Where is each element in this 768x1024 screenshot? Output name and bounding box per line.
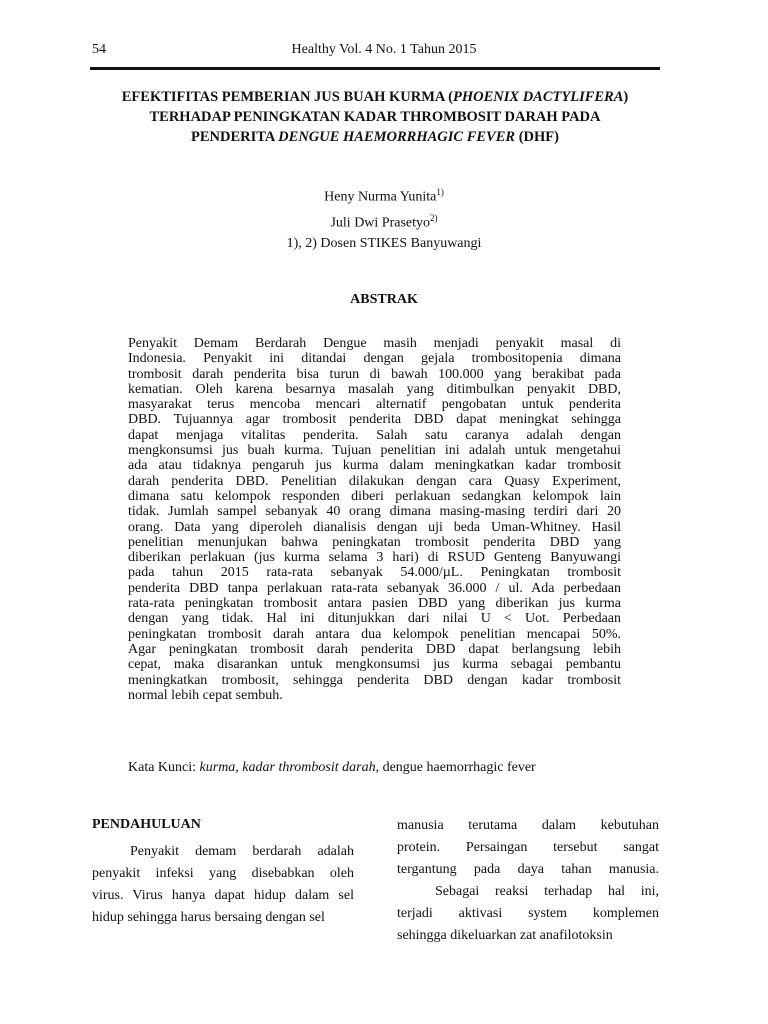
abstract-line: normal lebih cepat sembuh. — [128, 687, 283, 703]
author-1-name: Heny Nurma Yunita — [324, 189, 437, 205]
keywords — [128, 760, 536, 776]
body-text-line: penyakit infeksi yang disebabkan oleh — [92, 866, 354, 881]
body-text-line: protein. Persaingan tersebut sangat — [397, 840, 659, 855]
body-text-line: Penyakit demam berdarah adalah — [130, 844, 354, 859]
body-column-left — [92, 815, 354, 929]
running-header: Healthy Vol. 4 No. 1 Tahun 2015 — [291, 42, 477, 57]
abstract-line: penderita DBD tanpa perlakuan rata-rata sebanyak 36.000 / ul. Ada perbedaan — [128, 580, 621, 596]
abstract-heading: ABSTRAK — [350, 292, 418, 307]
abstract-line: dimana satu kelompok responden diberi perlakuan sedangkan kelompok lain — [128, 488, 621, 504]
abstract-line: masyarakat terus mencoba mencari alternatif pengobatan untuk penderita — [128, 397, 621, 413]
title-line-1-part-c: ) — [623, 89, 629, 105]
header-rule — [90, 67, 660, 70]
abstract-line: pada tahun 2015 rata-rata sebanyak 54.000/µL. Peningkatan trombosit — [128, 565, 621, 581]
body-text-line: hidup sehingga harus bersaing dengan sel — [92, 910, 325, 925]
abstract-line: Agar peningkatan trombosit darah penderita DBD dapat berlangsung lebih — [128, 641, 621, 657]
abstract-line: ada atau tidaknya pengaruh jus kurma dalam meningkatkan kadar trombosit — [128, 458, 621, 474]
title-scientific-name: PHOENIX DACTYLIFERA — [453, 89, 624, 105]
body-text-line: tergantung pada daya tahan manusia. — [397, 862, 659, 877]
author-2-affiliation-mark: 2) — [430, 212, 438, 223]
abstract-line: dapat menjaga vitalitas penderita. Salah satu caranya adalah dengan — [128, 427, 621, 443]
abstract-line: meningkatkan trombosit, sehingga penderita DBD dengan kadar trombosit — [128, 672, 621, 688]
affiliation: 1), 2) Dosen STIKES Banyuwangi — [286, 236, 482, 252]
title-line-3-part-c: (DHF) — [515, 129, 559, 145]
abstract-line: rata-rata peningkatan trombosit antara pasien DBD yang diberikan jus kurma — [128, 596, 621, 612]
abstract-line: tidak. Jumlah sampel sebanyak 40 orang dimana masing-masing terdiri dari 20 — [128, 504, 621, 520]
abstract-line: diberikan perlakuan (jus kurma selama 3 hari) di RSUD Genteng Banyuwangi — [128, 550, 621, 566]
author-block — [0, 182, 768, 254]
body-text-line: manusia terutama dalam kebutuhan — [397, 818, 659, 833]
title-line-2: TERHADAP PENINGKATAN KADAR THROMBOSIT DARAH PADA — [149, 109, 601, 125]
title-line-3-part-a: PENDERITA — [191, 129, 279, 145]
body-text-line: virus. Virus hanya dapat hidup dalam sel — [92, 888, 354, 903]
author-2 — [0, 208, 768, 234]
body-text-line: terjadi aktivasi system komplemen — [397, 906, 659, 921]
body-text-line: sehingga dikeluarkan zat anafilotoksin — [397, 928, 613, 943]
author-1-affiliation-mark: 1) — [436, 187, 444, 197]
abstract-line: cepat, maka disarankan untuk mengkonsumsi jus kurma sebagai pembantu — [128, 657, 621, 673]
title-line-1 — [90, 87, 660, 107]
abstract-line: Penyakit Demam Berdarah Dengue masih menjadi penyakit masal di — [128, 336, 621, 351]
keywords-label: Kata Kunci: — [128, 760, 200, 775]
article-title — [90, 87, 660, 147]
title-line-1-part-a: EFEKTIFITAS PEMBERIAN JUS BUAH KURMA ( — [121, 89, 453, 105]
abstract-line: mengkonsumsi jus buah kurma. Tujuan penelitian ini adalah untuk mengetahui — [128, 443, 621, 459]
abstract-line: kematian. Oleh karena besarnya masalah yang ditimbulkan penyakit DBD, — [128, 381, 621, 397]
author-1 — [0, 182, 768, 208]
abstract-line: orang. Data yang diperoleh dianalisis dengan uji beda Uman-Whitney. Hasil — [128, 519, 621, 535]
abstract-line: trombosit darah penderita bisa turun di bawah 100.000 yang berakibat pada — [128, 366, 621, 382]
body-text-line: Sebagai reaksi terhadap hal ini, — [435, 884, 659, 899]
page-number: 54 — [92, 42, 106, 57]
abstract-line: dengan yang tidak. Hal ini ditunjukkan dari nilai U < Uot. Perbedaan — [128, 611, 621, 627]
abstract-body — [128, 336, 621, 703]
title-disease-name: DENGUE HAEMORRHAGIC FEVER — [278, 129, 516, 145]
section-heading: PENDAHULUAN — [92, 817, 201, 832]
abstract-line: DBD. Tujuannya agar trombosit penderita DBD dapat meningkat sehingga — [128, 412, 621, 428]
abstract-line: peningkatan trombosit darah antara dua kelompok penelitian mencapai 50%. — [128, 626, 621, 642]
keywords-rest: dengue haemorrhagic fever — [379, 760, 536, 775]
abstract-line: penelitian menunjukan bahwa peningkatan trombosit penderita DBD yang — [128, 534, 621, 550]
author-2-name: Juli Dwi Prasetyo — [330, 215, 431, 231]
body-column-right — [397, 815, 659, 947]
abstract-line: Indonesia. Penyakit ini ditandai dengan gejala trombositopenia dimana — [128, 351, 621, 367]
title-line-3 — [90, 127, 660, 147]
keywords-italic: kurma, kadar thrombosit darah, — [199, 760, 380, 775]
abstract-line: darah penderita DBD. Penelitian dilakukan dengan cara Quasy Experiment, — [128, 473, 621, 489]
